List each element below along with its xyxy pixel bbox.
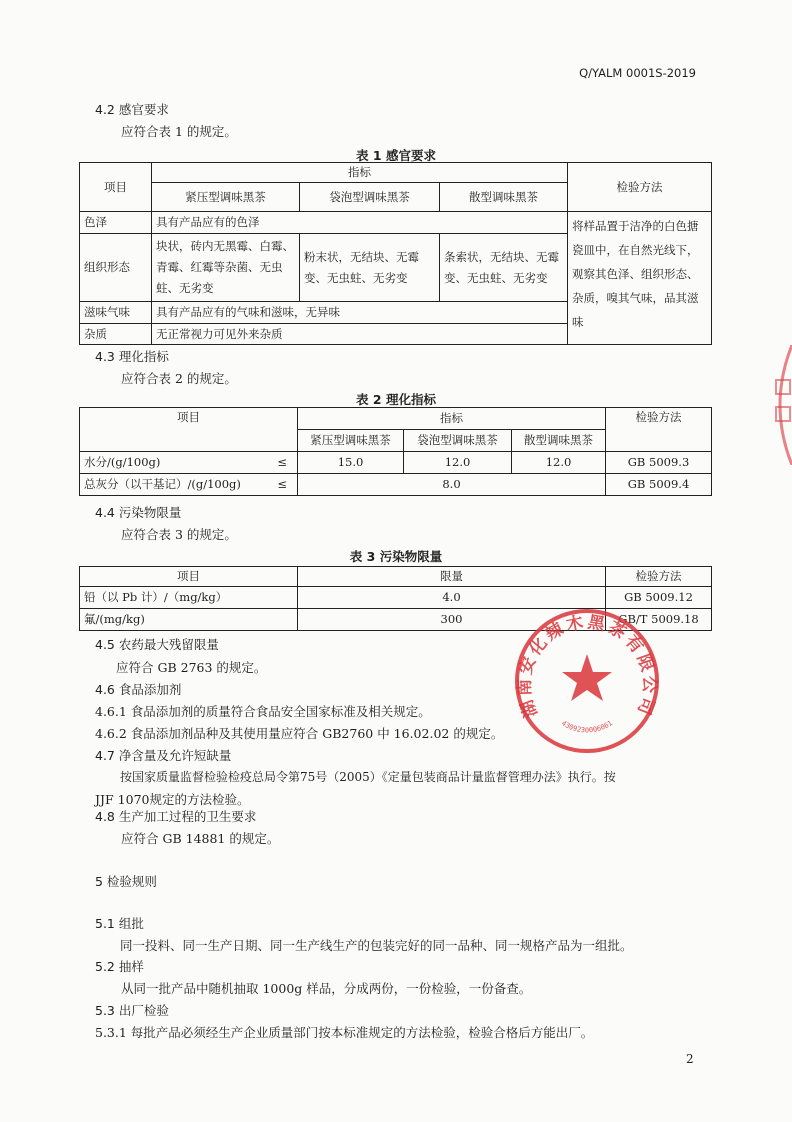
- section-5-2-text: 从同一批产品中随机抽取 1000g 样品，分成两份，一份检验，一份备查。: [121, 981, 532, 996]
- t3-row-lead-item: 铅（以 Pb 计）/（mg/kg）: [80, 587, 298, 609]
- svg-text:湖南安化辣木黑茶有限公司: 湖南安化辣木黑茶有限公司: [514, 612, 660, 721]
- section-5-1-title: 5.1 组批: [95, 916, 144, 931]
- t2-col-bagged: 袋泡型调味黑茶: [404, 430, 512, 452]
- t1-col-loose: 散型调味黑茶: [440, 183, 568, 212]
- t1-header-index: 指标: [152, 163, 568, 183]
- table3-caption: 表 3 污染物限量: [349, 549, 443, 564]
- section-4-3-text: 应符合表 2 的规定。: [121, 371, 237, 386]
- t2-header-index: 指标: [298, 408, 606, 430]
- t3-header-limit: 限量: [298, 567, 606, 587]
- section-4-3-title: 4.3 理化指标: [95, 349, 169, 364]
- t1-row-taste-value: 具有产品应有的气味和滋味，无异味: [152, 302, 568, 324]
- t1-col-pressed: 紧压型调味黑茶: [152, 183, 300, 212]
- section-4-2-title: 4.2 感官要求: [95, 102, 169, 117]
- t2-col-pressed: 紧压型调味黑茶: [298, 430, 404, 452]
- company-seal-icon: [512, 606, 662, 756]
- svg-text:4309230006061: 4309230006061: [560, 719, 614, 735]
- t2-row-ash-symbol: ≤: [277, 477, 287, 491]
- section-4-8-text: 应符合 GB 14881 的规定。: [121, 831, 280, 846]
- t3-row-fluorine-method: GB/T 5009.18: [606, 609, 712, 631]
- t2-header-item: 项目: [80, 408, 298, 452]
- document-code: Q/YALM 0001S-2019: [579, 66, 696, 80]
- section-4-5-text: 应符合 GB 2763 的规定。: [116, 660, 267, 675]
- t1-row-texture-bagged: 粉末状，无结块、无霉变、无虫蛀、无劣变: [300, 234, 440, 302]
- section-4-5-title: 4.5 农药最大残留限量: [95, 637, 219, 652]
- section-4-7-line1: 按国家质量监督检验检疫总局令第75号（2005）《定量包装商品计量监督管理办法》执行。按: [120, 770, 616, 784]
- t2-row-moisture-symbol: ≤: [277, 455, 287, 469]
- table-physicochemical: [79, 407, 712, 496]
- partial-seal-icon: [762, 345, 792, 465]
- t1-col-bagged: 袋泡型调味黑茶: [300, 183, 440, 212]
- table1-caption: 表 1 感官要求: [356, 148, 436, 163]
- section-4-4-title: 4.4 污染物限量: [95, 505, 182, 520]
- t3-header-item: 项目: [80, 567, 298, 587]
- t1-method-text: 将样品置于洁净的白色搪瓷皿中，在自然光线下，观察其色泽、组织形态、杂质，嗅其气味，品其滋味: [568, 212, 712, 345]
- t1-row-color-value: 具有产品应有的色泽: [152, 212, 568, 234]
- section-4-6-title: 4.6 食品添加剂: [95, 682, 182, 697]
- t2-row-moisture-bagged: 12.0: [404, 452, 512, 474]
- t3-header-method: 检验方法: [606, 567, 712, 587]
- section-5-title: 5 检验规则: [95, 874, 157, 889]
- t1-row-color-item: 色泽: [80, 212, 152, 234]
- section-4-7-title: 4.7 净含量及允许短缺量: [95, 748, 232, 763]
- t1-row-impurity-value: 无正常视力可见外来杂质: [152, 324, 568, 345]
- t3-row-fluorine-limit: 300: [298, 609, 606, 631]
- t1-row-texture-item: 组织形态: [80, 234, 152, 302]
- table-sensory: [79, 162, 712, 345]
- t2-row-ash-label: 总灰分（以干基记）/(g/100g): [84, 477, 241, 491]
- t1-row-taste-item: 滋味气味: [80, 302, 152, 324]
- t1-header-method: 检验方法: [568, 163, 712, 212]
- section-4-4-text: 应符合表 3 的规定。: [121, 527, 237, 542]
- section-5-1-text: 同一投料、同一生产日期、同一生产线生产的包装完好的同一品种、同一规格产品为一组批。: [120, 938, 633, 953]
- t2-header-method: 检验方法: [606, 408, 712, 452]
- t1-row-texture-pressed: 块状，砖内无黑霉、白霉、青霉、红霉等杂菌、无虫蛀、无劣变: [152, 234, 300, 302]
- t2-row-ash-item: [80, 474, 298, 496]
- section-4-8-title: 4.8 生产加工过程的卫生要求: [95, 809, 257, 824]
- section-4-6-2: 4.6.2 食品添加剂品种及其使用量应符合 GB2760 中 16.02.02 的规定。: [95, 726, 504, 741]
- section-4-6-1: 4.6.1 食品添加剂的质量符合食品安全国家标准及相关规定。: [95, 704, 431, 719]
- section-5-2-title: 5.2 抽样: [95, 959, 144, 974]
- t2-row-moisture-label: 水分/(g/100g): [84, 455, 161, 469]
- t2-row-moisture-pressed: 15.0: [298, 452, 404, 474]
- t1-header-item: 项目: [80, 163, 152, 212]
- section-5-3-1: 5.3.1 每批产品必须经生产企业质量部门按本标准规定的方法检验，检验合格后方能出厂。: [95, 1025, 594, 1040]
- t2-col-loose: 散型调味黑茶: [512, 430, 606, 452]
- section-4-2-text: 应符合表 1 的规定。: [121, 124, 237, 139]
- t3-row-lead-method: GB 5009.12: [606, 587, 712, 609]
- t2-row-moisture-loose: 12.0: [512, 452, 606, 474]
- t3-row-fluorine-item: 氟/(mg/kg): [80, 609, 298, 631]
- section-4-7-line2: JJF 1070规定的方法检验。: [95, 792, 250, 807]
- t3-row-lead-limit: 4.0: [298, 587, 606, 609]
- section-5-3-title: 5.3 出厂检验: [95, 1003, 169, 1018]
- t2-row-moisture-item: [80, 452, 298, 474]
- t2-row-ash-method: GB 5009.4: [606, 474, 712, 496]
- t2-row-ash-value: 8.0: [298, 474, 606, 496]
- t2-row-moisture-method: GB 5009.3: [606, 452, 712, 474]
- t1-row-texture-loose: 条索状，无结块、无霉变、无虫蛀、无劣变: [440, 234, 568, 302]
- t1-row-impurity-item: 杂质: [80, 324, 152, 345]
- page-number: 2: [686, 1052, 694, 1066]
- table2-caption: 表 2 理化指标: [356, 392, 436, 407]
